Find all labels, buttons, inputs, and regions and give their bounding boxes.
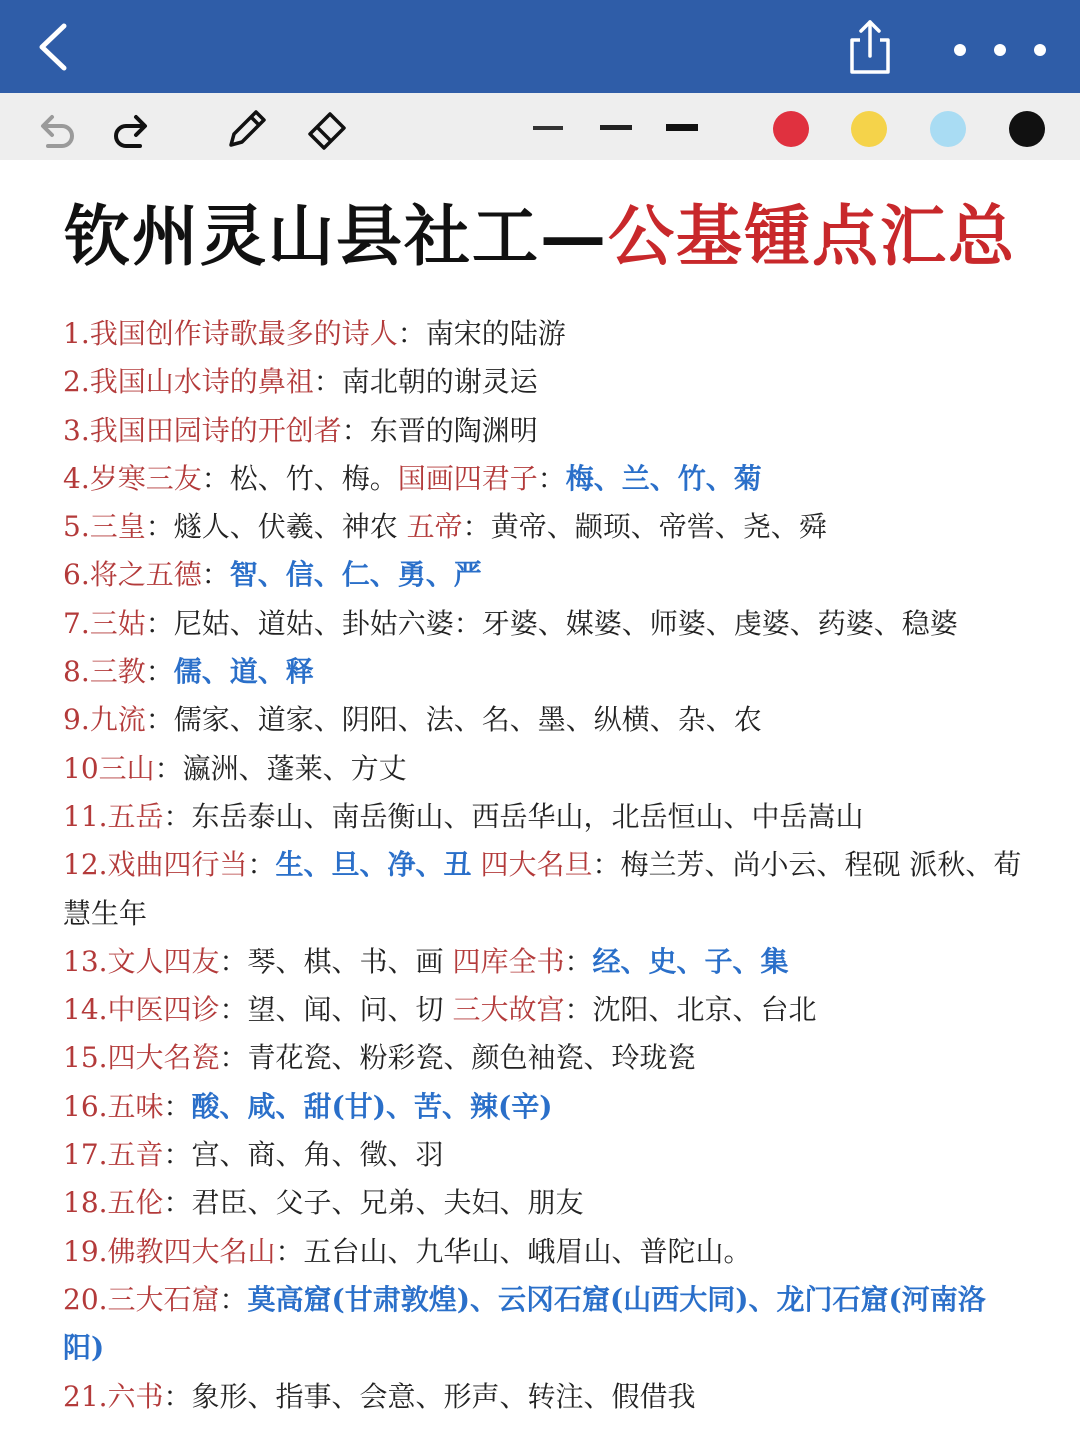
item-separator: ：: [219, 944, 248, 978]
item-key: 6.将之五德: [63, 558, 202, 592]
item-value-highlight: 儒、道、释: [173, 655, 314, 689]
list-item: [63, 455, 1023, 503]
list-item: [63, 1228, 1023, 1276]
thin-stroke-option[interactable]: [533, 126, 563, 130]
item-value: 象形、指事、会意、形声、转注、假借我: [191, 1379, 696, 1413]
top-app-bar: [0, 0, 1080, 93]
item-separator: ：: [219, 1041, 248, 1075]
item-value-highlight: 梅、兰、竹、菊: [565, 461, 762, 495]
item-key-secondary: 四库全书: [452, 944, 565, 978]
item-separator: ：: [592, 848, 621, 882]
thick-stroke-option[interactable]: [666, 124, 698, 131]
item-separator: ：: [341, 413, 370, 447]
list-item: [63, 938, 1023, 986]
share-icon[interactable]: [842, 18, 898, 76]
item-separator: ：: [145, 510, 174, 544]
item-separator: ：: [145, 655, 174, 689]
item-value: 燧人、伏羲、神农: [173, 510, 398, 544]
item-value: 望、闻、问、切: [247, 993, 444, 1027]
item-separator: ：: [145, 703, 174, 737]
item-separator: ：: [275, 1234, 304, 1268]
item-key: 1.我国创作诗歌最多的诗人: [63, 317, 398, 350]
item-separator: ：: [163, 1138, 192, 1172]
item-value-highlight: 莫高窟(甘肃敦煌)、云冈石窟(山西大同)、龙门石窟(河南洛阳): [63, 1282, 986, 1365]
item-key: 14.中医四诊: [63, 993, 220, 1027]
yellow-pen-color[interactable]: [851, 111, 887, 147]
item-separator: ：: [313, 365, 342, 399]
item-key: 3.我国田园诗的开创者: [63, 413, 342, 447]
item-key: 5.三皇: [63, 510, 146, 544]
item-separator: ：: [537, 461, 566, 495]
item-separator: ：: [462, 510, 491, 544]
list-item: [63, 1131, 1023, 1179]
list-item: [63, 310, 1023, 358]
item-separator: ：: [564, 944, 593, 978]
item-separator: ：: [397, 317, 426, 350]
item-key: 16.五味: [63, 1089, 164, 1123]
item-value: 青花瓷、粉彩瓷、颜色袖瓷、玲珑瓷: [247, 1041, 696, 1075]
item-value: 南北朝的谢灵运: [341, 365, 538, 399]
list-item: [63, 551, 1023, 599]
item-key: 15.四大名瓷: [63, 1041, 220, 1075]
item-separator: ：: [201, 461, 230, 495]
more-dots-icon[interactable]: [944, 30, 1054, 70]
item-key: 7.三姑: [63, 606, 146, 640]
item-key-secondary: 三大故宫: [452, 993, 565, 1027]
item-value-secondary: 沈阳、北京、台北: [592, 993, 817, 1027]
list-item: [63, 696, 1023, 744]
redo-icon[interactable]: [110, 108, 154, 152]
item-key: 8.三教: [63, 655, 146, 689]
item-value: 儒家、道家、阴阳、法、名、墨、纵横、杂、农: [173, 703, 762, 737]
list-item: [63, 503, 1023, 551]
item-key: 2.我国山水诗的鼻祖: [63, 365, 314, 399]
list-item: [63, 1179, 1023, 1227]
item-value: 宫、商、角、徵、羽: [191, 1138, 444, 1172]
item-value-highlight: 智、信、仁、勇、严: [229, 558, 482, 592]
item-separator: ：: [145, 606, 174, 640]
item-separator: ：: [163, 1379, 192, 1413]
item-value: 琴、棋、书、画: [247, 944, 444, 978]
list-item: [63, 1083, 1023, 1131]
item-key-secondary: 四大名旦: [480, 848, 593, 882]
item-separator: ：: [163, 799, 192, 833]
back-chevron-icon[interactable]: [30, 22, 80, 72]
item-separator: ：: [163, 1089, 192, 1123]
item-key: 18.五伦: [63, 1186, 164, 1220]
page-title: [0, 196, 1080, 276]
notes-content: [63, 310, 1023, 1421]
item-key: 11.五岳: [63, 799, 164, 833]
item-value: 东岳泰山、南岳衡山、西岳华山，北岳恒山、中岳嵩山: [191, 799, 864, 833]
item-key: 12.戏曲四行当: [63, 848, 248, 882]
list-item: [63, 1034, 1023, 1082]
item-value: 松、竹、梅。: [229, 461, 398, 495]
list-item: [63, 745, 1023, 793]
list-item: [63, 358, 1023, 406]
item-separator: ：: [163, 1186, 192, 1220]
item-value: 东晋的陶渊明: [369, 413, 538, 447]
item-key-secondary: 国画四君子: [397, 461, 538, 495]
black-pen-color[interactable]: [1009, 111, 1045, 147]
item-separator: ：: [219, 1282, 248, 1316]
list-item: [63, 407, 1023, 455]
item-separator: ：: [201, 558, 230, 592]
list-item: [63, 841, 1023, 938]
item-value: 南宋的陆游: [425, 317, 566, 350]
item-value-highlight: 生、旦、净、丑: [275, 848, 472, 882]
item-value: 瀛洲、蓬莱、方丈: [182, 751, 407, 785]
item-separator: ：: [247, 848, 276, 882]
undo-icon[interactable]: [34, 108, 78, 152]
list-item: [63, 1373, 1023, 1421]
lightblue-pen-color[interactable]: [930, 111, 966, 147]
item-key: 17.五音: [63, 1138, 164, 1172]
item-key: 19.佛教四大名山: [63, 1234, 276, 1268]
item-separator: ：: [154, 751, 183, 785]
item-key: 4.岁寒三友: [63, 461, 202, 495]
pencil-icon[interactable]: [222, 104, 272, 154]
item-key: 10三山: [63, 751, 155, 785]
medium-stroke-option[interactable]: [600, 125, 632, 130]
item-value: 君臣、父子、兄弟、夫妇、朋友: [191, 1186, 584, 1220]
item-value-highlight: 经、史、子、集: [592, 944, 789, 978]
list-item: [63, 1276, 1023, 1373]
item-key: 9.九流: [63, 703, 146, 737]
eraser-icon[interactable]: [302, 104, 352, 154]
list-item: [63, 648, 1023, 696]
item-value: 五台山、九华山、峨眉山、普陀山。: [303, 1234, 752, 1268]
item-key-secondary: 五帝: [406, 510, 463, 544]
item-value-secondary: 梅兰芳、尚小云、程砚 派秋、荀慧生年: [63, 848, 1022, 930]
item-separator: ：: [564, 993, 593, 1027]
item-value: 尼姑、道姑、卦姑六婆：牙婆、媒婆、师婆、虔婆、药婆、稳婆: [173, 606, 958, 640]
title-part-red: 公基锺点汇总: [608, 197, 1016, 275]
title-part-black: 钦州灵山县社工—: [64, 197, 608, 275]
item-separator: ：: [219, 993, 248, 1027]
item-key: 13.文人四友: [63, 944, 220, 978]
list-item: [63, 986, 1023, 1034]
list-item: [63, 600, 1023, 648]
red-pen-color[interactable]: [773, 111, 809, 147]
list-item: [63, 793, 1023, 841]
item-value-secondary: 黄帝、颛顼、帝喾、尧、舜: [490, 510, 827, 544]
item-value-highlight: 酸、咸、甜(甘)、苦、辣(辛): [191, 1089, 553, 1123]
item-key: 21.六书: [63, 1379, 164, 1413]
item-key: 20.三大石窟: [63, 1282, 220, 1316]
